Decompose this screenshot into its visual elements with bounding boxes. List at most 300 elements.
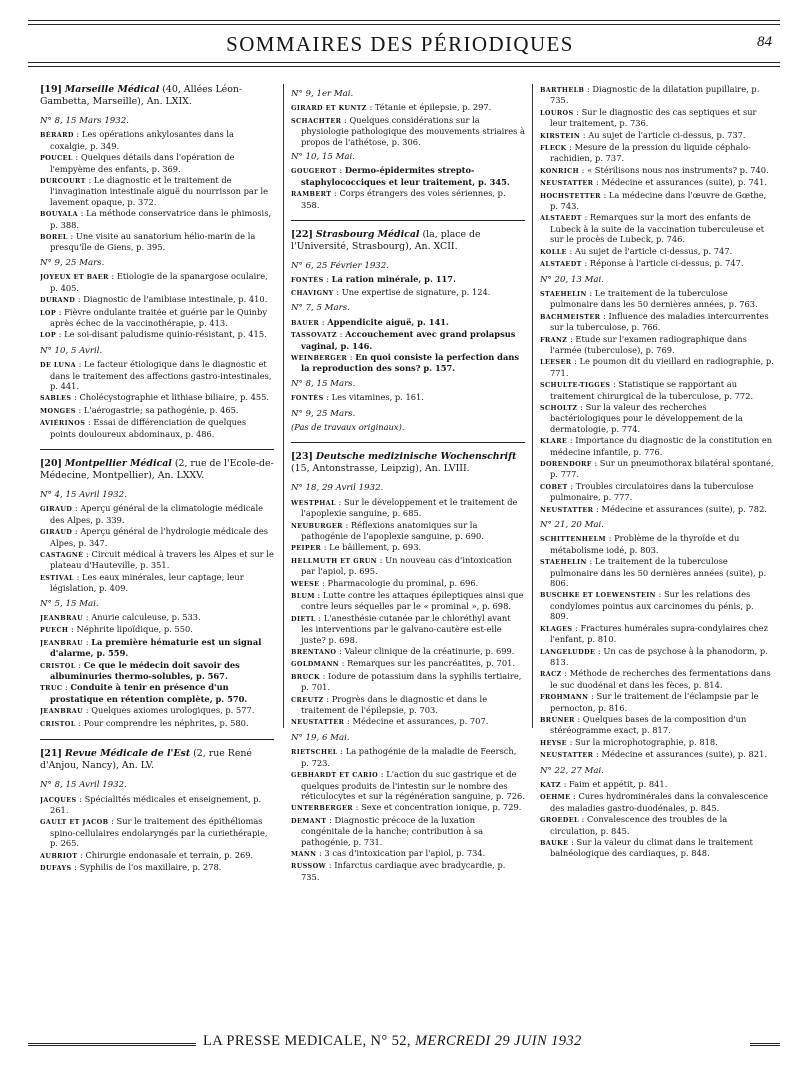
article-title: Sur le traitement des épithéliomas spino-cellulaires endolaryngés par la curiethérapie, p. 265. (50, 816, 268, 849)
article-author: HEYSE (540, 738, 567, 747)
article-title: Lutte contre les attaques épileptiques ainsi que contre leurs séquelles par le « prominal », p. 698. (301, 590, 524, 612)
article-author: BAUKE (540, 839, 569, 847)
article-title: Diagnostic de la dilatation pupillaire, p. 735. (550, 84, 760, 106)
article-title: Quelques axiomes urologiques, p. 577. (91, 705, 255, 716)
publication-name: Deutsche medizinische Wochenschrift (315, 451, 517, 463)
article-author: KONRICH (540, 166, 580, 175)
article-title: Progrès dans le diagnostic et dans le traitement de l'épilepsie, p. 703. (301, 693, 488, 716)
article-title: Etude sur l'examen radiographique dans l'armée (tuberculose), p. 769. (550, 333, 747, 355)
article-entry: LOUROS : Sur le diagnostic des cas septiques et sur leur traitement, p. 736. (540, 106, 757, 129)
article-author: BLUM (291, 592, 315, 600)
publication-details: (2, rue de l'Ecole-de-Médecine, Montpellier), An. LXXV. (40, 457, 274, 481)
article-title: Le poumon dit du vieillard en radiographie, p. 771. (550, 356, 774, 378)
article-title: Un cas de psychose à la phanodorm, p. 813. (550, 645, 768, 667)
issue-heading: N° 21, 20 Mai. (540, 520, 605, 531)
article-entry: RIETSCHEL : La pathogénie de la maladie de Feersch, p. 723. (291, 746, 517, 768)
article-author: SCHULTE-TIGGES (540, 381, 611, 390)
publication-number: [19] (40, 84, 62, 95)
article-title: Sur un pneumothorax bilatéral spontané, p. 777. (550, 458, 774, 480)
article-author: GOUGEROT (291, 167, 337, 176)
article-title: L'anesthésie cutanée par le chloréthyl avant les interventions par le galvano-cautère est-elle juste? p. 698. (301, 612, 511, 645)
publication-details: (40, Allées Léon-Gambetta, Marseille), An. LXIX. (40, 84, 243, 107)
article-title: Etiologie de la spanargose oculaire, p. 405. (50, 271, 268, 293)
page-number: 84 (757, 34, 772, 50)
article-title: Anurie calculeuse, p. 533. (91, 612, 201, 623)
article-title: Essai de différenciation de quelques points douloureux abdominaux, p. 486. (50, 417, 247, 439)
article-entry: HELLMUTH ET GRUN : Un nouveau cas d'intoxication par l'apiol, p. 695. (291, 554, 512, 577)
article-author: LOP (40, 331, 57, 340)
article-author: TASSOVATZ (291, 331, 337, 340)
article-author: MANN (291, 849, 317, 858)
article-title: La pathogénie de la maladie de Feersch, p. 723. (301, 746, 517, 768)
article-title: Sur la microphotographie, p. 818. (575, 736, 718, 747)
article-title: Quelques considérations sur la physiologie pathologique des mouvements striaires à propos de l'athétose, p. 306. (301, 114, 525, 147)
article-author: TRUC (40, 684, 63, 693)
footer-rule (750, 1043, 780, 1046)
publication-heading (40, 748, 274, 772)
article-entry: CREUTZ : Progrès dans le diagnostic et dans le traitement de l'épilepsie, p. 703. (291, 693, 488, 716)
article-entry: SCHITTENHELM : Problème de la thyroïde et du métabolisme iodé, p. 803. (540, 533, 740, 555)
article-author: JEANBRAU (40, 614, 84, 623)
article-entry: GIRAUD : Aperçu général de la climatologie médicale des Alpes, p. 339. (40, 503, 264, 525)
issue-heading: N° 4, 15 Avril 1932. (40, 489, 127, 500)
article-author: JEANBRAU (40, 707, 84, 716)
article-entry: KIRSTEIN : Au sujet de l'article ci-dessus, p. 737. (540, 129, 746, 140)
article-title: Réflexions anatomiques sur la pathogénie de l'apoplexie sanguine, p. 690. (301, 519, 484, 541)
footer-text (203, 1033, 582, 1050)
article-title: Sur la valeur des recherches bactériologiques pour le développement de la dermatologie, p. 774. (550, 401, 743, 434)
article-author: DURAND (40, 296, 76, 305)
article-entry: BAUKE : Sur la valeur du climat dans le traitement balnéologique des cardiaques, p. 848. (540, 837, 753, 859)
article-entry: POUCEL : Quelques détails dans l'opération de l'empyème des enfants, p. 369. (40, 152, 235, 174)
article-entry: BLUM : Lutte contre les attaques épileptiques ainsi que contre leurs séquelles par le « prominal », p. 698. (291, 590, 524, 612)
article-entry: FLECK : Mesure de la pression du liquide céphalo-rachidien, p. 737. (540, 142, 751, 164)
article-author: LOUROS (540, 108, 574, 117)
article-title: Corps étrangers des voies sériennes, p. 358. (301, 188, 506, 210)
article-entry: WESTPHAL : Sur le développement et le traitement de l'apoplexie sanguine, p. 685. (291, 496, 518, 519)
article-author: DUFAYS (40, 863, 72, 872)
article-entry: FONTÈS : Les vitamines, p. 161. (291, 392, 424, 403)
issue-heading: N° 20, 13 Mai. (540, 274, 605, 285)
article-entry: LOP : Le soi-disant paludisme quinio-résistant, p. 415. (40, 329, 267, 340)
article-title: Médecine et assurances, p. 707. (352, 716, 489, 727)
article-entry: DORENDORF : Sur un pneumothorax bilatéral spontané, p. 777. (540, 458, 774, 480)
article-author: FONTÈS (291, 276, 324, 285)
article-author: RACZ (540, 670, 562, 679)
article-title: Troubles circulatoires dans la tuberculose pulmonaire, p. 777. (550, 480, 754, 503)
article-author: GEBHARDT ET CARIO (291, 771, 379, 780)
column-3 (540, 84, 774, 860)
article-entry: JACQUES : Spécialités médicales et enseignement, p. 261. (40, 793, 262, 815)
article-entry: CHAVIGNY : Une expertise de signature, p. 124. (291, 286, 491, 297)
publication-name: Marseille Médical (64, 84, 160, 95)
article-title: La méthode conservatrice dans le phimosis, p. 388. (50, 208, 272, 230)
article-entry: BARTHELB : Diagnostic de la dilatation pupillaire, p. 735. (540, 84, 760, 106)
article-title: « Stérilisons nous nos instruments? p. 740. (587, 164, 769, 175)
article-title: La ration minérale, p. 117. (331, 274, 456, 285)
article-title: Médecine et assurances (suite), p. 782. (601, 503, 767, 514)
article-author: STAEHELIN (540, 558, 587, 567)
article-author: OEHME (540, 793, 571, 802)
article-title: La médecine dans l'œuvre de Gœthe, p. 743. (550, 189, 767, 212)
article-author: MONGES (40, 406, 76, 415)
article-author: NEUBURGER (291, 521, 343, 530)
article-title: Le traitement de la tuberculose pulmonaire dans les 50 dernières années (suite), p. 806. (550, 556, 767, 589)
article-entry: WEINBERGER : En quoi consiste la perfection dans la reproduction des sons? p. 157. (291, 351, 520, 374)
article-title: Néphrite lipoïdique, p. 550. (76, 624, 193, 635)
article-entry: LOP : Fièvre ondulante traitée et guérie par le Quinby après échec de la vaccinothérapie, p. 413. (40, 306, 268, 328)
article-title: Circuit médical à travers les Alpes et sur le plateau d'Hauteville, p. 351. (50, 549, 274, 571)
article-entry: UNTERBERGER : Sexe et concentration ionique, p. 729. (291, 802, 522, 813)
article-entry: GAULT ET JACOB : Sur le traitement des épithéliomas spino-cellulaires endolaryngés par la curiethérapie, p. 265. (40, 816, 268, 849)
article-author: LANGELUDDE (540, 647, 596, 656)
article-entry: LEESER : Le poumon dit du vieillard en radiographie, p. 771. (540, 356, 774, 378)
article-entry: KLARE : Importance du diagnostic de la constitution en médecine infantile, p. 776. (540, 435, 773, 457)
article-author: KLAGES (540, 624, 573, 633)
article-author: AUBRIOT (40, 851, 78, 860)
article-title: Quelques bases de la composition d'un stéréogramme exact, p. 817. (550, 713, 747, 736)
article-author: BRUNER (540, 715, 575, 724)
footer-year: 1932 (551, 1033, 582, 1049)
article-title: Diagnostic précoce de la luxation congénitale de la hanche; contribution à sa pathogénie, p. 731. (301, 814, 484, 847)
article-author: BOUYALA (40, 210, 79, 219)
article-entry: JOYEUX ET BAER : Etiologie de la spanargose oculaire, p. 405. (40, 271, 268, 293)
article-entry: GIRAUD : Aperçu général de l'hydrologie médicale des Alpes, p. 347. (40, 526, 269, 548)
article-entry: BRENTANO : Valeur clinique de la créatinurie, p. 699. (291, 646, 515, 657)
article-author: GAULT ET JACOB (40, 818, 109, 827)
article-title: Médecine et assurances (suite), p. 741. (601, 177, 767, 188)
article-title: Méthode de recherches des fermentations dans le suc duodénal et dans les fèces, p. 814. (550, 668, 771, 690)
article-entry: TASSOVATZ : Accouchement avec grand prolapsus vaginal, p. 146. (291, 329, 516, 351)
article-author: POUCEL (40, 154, 73, 163)
article-entry: KATZ : Faim et appétit, p. 841. (540, 778, 668, 789)
publication-heading (40, 84, 274, 108)
publication-name: Strasbourg Médical (315, 229, 420, 241)
column-1 (40, 84, 274, 874)
article-entry: CASTAGNÉ : Circuit médical à travers les Alpes et sur le plateau d'Hauteville, p. 351. (40, 549, 274, 571)
article-title: Le soi-disant paludisme quinio-résistant, p. 415. (64, 329, 267, 340)
article-author: BRUCK (291, 672, 320, 681)
footer-day: MERCREDI (414, 1033, 491, 1049)
article-title: Réponse à l'article ci-dessus, p. 747. (589, 258, 744, 269)
issue-heading: N° 8, 15 Avril 1932. (40, 780, 127, 791)
article-title: Cholécystographie et lithiase biliaire, p. 455. (79, 392, 270, 403)
article-title: Valeur clinique de la créatinurie, p. 699. (344, 646, 515, 657)
article-author: CREUTZ (291, 695, 324, 704)
article-author: KATZ (540, 780, 561, 789)
article-entry: GOLDMANN : Remarques sur les pancréatites, p. 701. (291, 658, 516, 669)
article-entry: FONTÈS : La ration minérale, p. 117. (291, 274, 456, 285)
section-divider (40, 449, 274, 450)
article-entry: MANN : 3 cas d'intoxication par l'apiol, p. 734. (291, 847, 486, 858)
article-entry: PUECH : Néphrite lipoïdique, p. 550. (40, 624, 193, 635)
article-author: NEUSTATTER (540, 505, 594, 514)
publication-number: [22] (291, 229, 313, 241)
article-entry: BAUER : Appendicite aiguë, p. 141. (291, 316, 449, 327)
article-author: UNTERBERGER (291, 804, 353, 813)
article-entry: CRISTOL : Pour comprendre les néphrites, p. 580. (40, 717, 249, 728)
article-entry: DIETL : L'anesthésie cutanée par le chloréthyl avant les interventions par le galvano-cautère est-elle juste? p. 698. (291, 612, 511, 645)
article-author: GIRAUD (40, 505, 73, 514)
article-title: La première hématurie est un signal d'alarme, p. 559. (50, 636, 262, 659)
article-author: JEANBRAU (40, 638, 84, 647)
article-author: BAUER (291, 318, 320, 327)
article-author: LOP (40, 308, 57, 317)
article-author: NEUSTATTER (540, 751, 594, 760)
article-author: BARTHELB (540, 86, 585, 94)
article-entry: DURCOURT : Le diagnostic et le traitement de l'invagination intestinale aiguë du nourrisson par le lavement opaque, p. 372. (40, 175, 269, 207)
article-entry: GIRARD ET KUNTZ : Tétanie et épilepsie, p. 297. (291, 102, 492, 113)
article-author: NEUSTATTER (291, 718, 345, 727)
article-entry: ALSTAEDT : Réponse à l'article ci-dessus, p. 747. (540, 258, 744, 269)
article-title: Accouchement avec grand prolapsus vaginal, p. 146. (301, 329, 516, 351)
page-title: SOMMAIRES DES PÉRIODIQUES (226, 32, 574, 56)
section-divider (291, 442, 525, 443)
article-entry: OEHME : Cures hydrominérales dans la convalescence des maladies gastro-duodénales, p. 845. (540, 791, 769, 813)
article-entry: JEANBRAU : Quelques axiomes urologiques, p. 577. (40, 705, 255, 716)
article-entry: KONRICH : « Stérilisons nous nos instruments? p. 740. (540, 164, 769, 175)
footer (28, 1033, 780, 1053)
article-entry: RACZ : Méthode de recherches des fermentations dans le suc duodénal et dans les fèces, p. 814. (540, 668, 771, 690)
article-entry: LANGELUDDE : Un cas de psychose à la phanodorm, p. 813. (540, 645, 768, 667)
issue-heading: N° 9, 1er Mai. (291, 89, 354, 99)
article-entry: CRISTOL : Ce que le médecin doit savoir des albuminuries thermo-solubles, p. 567. (40, 659, 240, 682)
article-author: FRANZ (540, 335, 568, 344)
article-author: GOLDMANN (291, 660, 339, 669)
article-author: NEUSTATTER (540, 179, 594, 188)
article-title: Un nouveau cas d'intoxication par l'apiol, p. 695. (301, 554, 512, 577)
article-title: Quelques détails dans l'opération de l'empyème des enfants, p. 369. (50, 152, 235, 174)
article-author: STAEHELIN (540, 289, 587, 298)
article-author: DURCOURT (40, 177, 86, 186)
article-author: ESTIVAL (40, 573, 74, 582)
article-author: PUECH (40, 626, 69, 635)
article-entry: BUSCHKE ET LOEWENSTEIN : Sur les relations des condylomes pointus aux carcinomes du pénis, p. 809. (540, 589, 754, 622)
article-title: Remarques sur les pancréatites, p. 701. (347, 658, 516, 669)
article-author: COBET (540, 482, 568, 491)
article-author: FLECK (540, 144, 567, 153)
article-entry: PEIPER : Le bâillement, p. 693. (291, 542, 422, 553)
header-rule (28, 62, 780, 63)
article-entry: MONGES : L'aérogastrie; sa pathogénie, p. 465. (40, 404, 239, 415)
article-title: Importance du diagnostic de la constitution en médecine infantile, p. 776. (550, 435, 773, 457)
article-entry: NEUSTATTER : Médecine et assurances (suite), p. 782. (540, 503, 767, 514)
article-entry: RAMBERT : Corps étrangers des voies sériennes, p. 358. (291, 188, 506, 210)
article-title: Les eaux minérales, leur captage, leur législation, p. 409. (50, 571, 244, 594)
article-title: Au sujet de l'article ci-dessus, p. 737. (588, 129, 746, 140)
article-entry: NEUSTATTER : Médecine et assurances (suite), p. 821. (540, 749, 767, 760)
article-author: WESTPHAL (291, 498, 336, 507)
article-title: Diagnostic de l'amibiase intestinale, p. 410. (83, 294, 268, 305)
article-entry: TRUC : Conduite à tenir en présence d'un prostatique en rétention complète, p. 570. (40, 682, 248, 704)
article-title: Une visite au sanatorium hélio-marin de la presqu'île de Giens, p. 395. (50, 231, 256, 253)
article-author: CASTAGNÉ (40, 551, 84, 559)
top-rule (28, 24, 780, 25)
footer-journal: LA PRESSE MEDICALE, N° 52, (203, 1033, 411, 1049)
article-author: CRISTOL (40, 719, 76, 728)
article-title: Convalescence des troubles de la circulation, p. 845. (550, 814, 728, 836)
article-title: Remarques sur la mort des enfants de Lubeck à la suite de la vaccination tuberculeuse et sur le procès de Lubeck, p. 746. (550, 212, 765, 245)
article-entry: SABLES : Cholécystographie et lithiase biliaire, p. 455. (40, 392, 270, 403)
article-entry: WEESE : Pharmacologie du prominal, p. 696. (291, 577, 479, 588)
article-title: Ce que le médecin doit savoir des albuminuries thermo-solubles, p. 567. (50, 659, 240, 682)
article-entry: KOLLE : Au sujet de l'article ci-dessus, p. 747. (540, 245, 733, 256)
article-author: RAMBERT (291, 190, 332, 199)
footer-date: 29 JUIN (494, 1033, 548, 1049)
article-title: Dermo-épidermites strepto-staphylococciques et leur traitement, p. 345. (301, 165, 510, 187)
article-title: Problème de la thyroïde et du métabolisme iodé, p. 803. (550, 533, 740, 555)
article-author: DE LUNA (40, 361, 76, 370)
article-author: HOCHSTETTER (540, 191, 601, 200)
article-author: WEINBERGER (291, 353, 348, 362)
issue-heading: N° 8, 15 Mars 1932. (40, 116, 129, 126)
article-author: CHAVIGNY (291, 288, 334, 297)
article-author: GROEDEL (540, 816, 579, 825)
article-title: Sur les relations des condylomes pointus aux carcinomes du pénis, p. 809. (550, 589, 754, 622)
publication-name: Revue Médicale de l'Est (64, 748, 191, 760)
article-title: Syphilis de l'os maxillaire, p. 278. (79, 861, 222, 872)
article-title: Le diagnostic et le traitement de l'invagination intestinale aiguë du nourrisson par le lavement opaque, p. 372. (50, 175, 269, 207)
article-author: SCHOLTZ (540, 403, 578, 412)
article-entry: AVIÉRINOS : Essai de différenciation de quelques points douloureux abdominaux, p. 486. (40, 417, 247, 439)
article-author: SABLES (40, 394, 72, 403)
article-author: KOLLE (540, 247, 567, 256)
article-entry: DE LUNA : Le facteur étiologique dans le diagnostic et dans le traitement des affections gastro-intestinales, p. 441. (40, 359, 272, 391)
article-entry: ESTIVAL : Les eaux minérales, leur captage, leur législation, p. 409. (40, 571, 244, 594)
article-title: En quoi consiste la perfection dans la reproduction des sons? p. 157. (301, 351, 520, 374)
article-title: Pharmacologie du prominal, p. 696. (327, 577, 479, 588)
article-title: Faim et appétit, p. 841. (569, 778, 668, 789)
article-author: DIETL (291, 614, 316, 623)
article-title: Les opérations ankylosantes dans la coxalgie, p. 349. (50, 129, 234, 151)
issue-heading: N° 7, 5 Mars. (291, 303, 350, 314)
article-entry: NEUSTATTER : Médecine et assurances, p. 707. (291, 716, 489, 727)
article-entry: STAEHELIN : Le traitement de la tuberculose pulmonaire dans les 50 dernières années (suite), p. 806. (540, 556, 767, 589)
section-divider (40, 739, 274, 740)
publication-details: (2, rue René d'Anjou, Nancy), An. LV. (40, 748, 252, 772)
article-title: Influence des maladies intercurrentes sur la tuberculose, p. 766. (550, 310, 769, 333)
article-author: JACQUES (40, 795, 77, 804)
article-entry: BACHMEISTER : Influence des maladies intercurrentes sur la tuberculose, p. 766. (540, 310, 769, 333)
issue-heading: N° 19, 6 Mai. (291, 732, 350, 743)
column-divider (283, 84, 284, 728)
article-title: Sexe et concentration ionique, p. 729. (361, 802, 522, 813)
article-entry: JEANBRAU : La première hématurie est un signal d'alarme, p. 559. (40, 636, 262, 659)
article-author: KIRSTEIN (540, 131, 581, 140)
article-author: BÉRARD (40, 131, 74, 140)
article-author: LEESER (540, 358, 572, 367)
article-title: Sur le développement et le traitement de l'apoplexie sanguine, p. 685. (301, 496, 518, 519)
article-author: FROHMANN (540, 693, 589, 702)
article-title: Fractures humérales supra-condylaires chez l'enfant, p. 810. (550, 622, 768, 645)
issue-heading: N° 5, 15 Mai. (40, 598, 99, 609)
issue-heading: N° 22, 27 Mai. (540, 765, 605, 776)
article-author: GIRAUD (40, 528, 73, 537)
publication-details: (15, Antonstrasse, Leipzig), An. LVIII. (291, 463, 470, 475)
article-author: BACHMEISTER (540, 312, 601, 321)
article-author: AVIÉRINOS (40, 419, 86, 428)
article-entry: SCHOLTZ : Sur la valeur des recherches bactériologiques pour le développement de la dermatologie, p. 774. (540, 401, 743, 434)
article-author: SCHACHTER (291, 116, 342, 125)
article-author: HELLMUTH ET GRUN (291, 556, 377, 565)
article-title: Aperçu général de la climatologie médicale des Alpes, p. 339. (50, 503, 264, 525)
article-author: GIRARD ET KUNTZ (291, 104, 367, 113)
article-title: Tétanie et épilepsie, p. 297. (374, 102, 492, 113)
article-title: Iodure de potassium dans la syphilis tertiaire, p. 701. (301, 670, 522, 693)
article-title: Chirurgie endonasale et terrain, p. 269. (85, 849, 254, 860)
article-title: Conduite à tenir en présence d'un prostatique en rétention complète, p. 570. (50, 682, 248, 704)
article-entry: BOUYALA : La méthode conservatrice dans le phimosis, p. 388. (40, 208, 272, 230)
article-entry: AUBRIOT : Chirurgie endonasale et terrain, p. 269. (40, 849, 254, 860)
article-entry: ALSTAEDT : Remarques sur la mort des enfants de Lubeck à la suite de la vaccination tuberculeuse et sur le procès de Lubeck, p. 746. (540, 212, 765, 245)
article-entry: FROHMANN : Sur le traitement de l'éclampsie par le pernocton, p. 816. (540, 691, 759, 713)
article-title: L'action du suc gastrique et de quelques produits de l'intestin sur le nombre des réticulocytes et sur la régénération sanguine, p. 726. (301, 769, 525, 801)
article-title: Aperçu général de l'hydrologie médicale des Alpes, p. 347. (50, 526, 269, 548)
article-title: Sur le traitement de l'éclampsie par le pernocton, p. 816. (550, 691, 759, 713)
article-entry: DEMANT : Diagnostic précoce de la luxation congénitale de la hanche; contribution à sa pathogénie, p. 731. (291, 814, 484, 847)
article-entry: BÉRARD : Les opérations ankylosantes dans la coxalgie, p. 349. (40, 129, 234, 151)
article-author: FONTÈS (291, 394, 324, 403)
section-divider (291, 220, 525, 221)
article-entry: BOREL : Une visite au sanatorium hélio-marin de la presqu'île de Giens, p. 395. (40, 231, 256, 253)
article-title: Le bâillement, p. 693. (329, 542, 422, 553)
article-title: Infarctus cardiaque avec bradycardie, p. 735. (301, 860, 506, 882)
article-entry: FRANZ : Etude sur l'examen radiographique dans l'armée (tuberculose), p. 769. (540, 333, 747, 355)
article-entry: SCHACHTER : Quelques considérations sur la physiologie pathologique des mouvements striaires à propos de l'athétose, p. 306. (291, 114, 525, 147)
article-title: Spécialités médicales et enseignement, p. 261. (50, 793, 262, 815)
article-title: Une expertise de signature, p. 124. (341, 286, 491, 297)
issue-heading: N° 10, 15 Mai. (291, 152, 356, 163)
article-title: Fièvre ondulante traitée et guérie par le Quinby après échec de la vaccinothérapie, p. 413. (50, 306, 268, 328)
article-entry: BRUCK : Iodure de potassium dans la syphilis tertiaire, p. 701. (291, 670, 522, 693)
article-entry: GROEDEL : Convalescence des troubles de la circulation, p. 845. (540, 814, 728, 836)
article-entry: GOUGEROT : Dermo-épidermites strepto-staphylococciques et leur traitement, p. 345. (291, 165, 510, 187)
issue-heading: N° 9, 25 Mars. (291, 408, 356, 419)
column-divider (532, 84, 533, 728)
column-2 (291, 84, 525, 883)
article-title: Le traitement de la tuberculose pulmonaire dans les 50 dernières années, p. 763. (550, 287, 758, 310)
top-rule (28, 20, 780, 21)
article-entry: BRUNER : Quelques bases de la composition d'un stéréogramme exact, p. 817. (540, 713, 747, 736)
article-entry: RUSSOW : Infarctus cardiaque avec bradycardie, p. 735. (291, 860, 506, 882)
article-entry: HOCHSTETTER : La médecine dans l'œuvre de Gœthe, p. 743. (540, 189, 767, 212)
publication-heading (40, 458, 274, 482)
issue-heading: N° 8, 15 Mars. (291, 378, 356, 389)
footer-rule (28, 1043, 196, 1046)
article-author: ALSTAEDT (540, 214, 582, 223)
publication-name: Montpellier Médical (64, 457, 172, 469)
article-title: Appendicite aiguë, p. 141. (327, 316, 449, 327)
publication-number: [23] (291, 451, 313, 463)
publication-heading (291, 451, 525, 475)
publication-number: [21] (40, 748, 62, 760)
article-entry: SCHULTE-TIGGES : Statistique se rapportant au traitement chirurgical de la tuberculose, p. 772. (540, 379, 754, 401)
header-rule (28, 66, 780, 67)
article-author: RUSSOW (291, 862, 327, 871)
article-title: Les vitamines, p. 161. (331, 392, 424, 403)
article-title: Cures hydrominérales dans la convalescence des maladies gastro-duodénales, p. 845. (550, 791, 769, 813)
article-entry: NEUSTATTER : Médecine et assurances (suite), p. 741. (540, 177, 767, 188)
article-author: BOREL (40, 233, 68, 242)
article-author: SCHITTENHELM (540, 535, 607, 544)
article-entry: GEBHARDT ET CARIO : L'action du suc gastrique et de quelques produits de l'intestin sur le nombre des réticulocytes et sur la régénération sanguine, p. 726. (291, 769, 525, 801)
article-entry: HEYSE : Sur la microphotographie, p. 818. (540, 736, 718, 747)
article-entry: COBET : Troubles circulatoires dans la tuberculose pulmonaire, p. 777. (540, 480, 754, 503)
article-author: RIETSCHEL (291, 748, 338, 757)
article-author: ALSTAEDT (540, 260, 582, 269)
publication-heading (291, 229, 525, 253)
article-entry: STAEHELIN : Le traitement de la tuberculose pulmonaire dans les 50 dernières années, p. 763. (540, 287, 758, 310)
